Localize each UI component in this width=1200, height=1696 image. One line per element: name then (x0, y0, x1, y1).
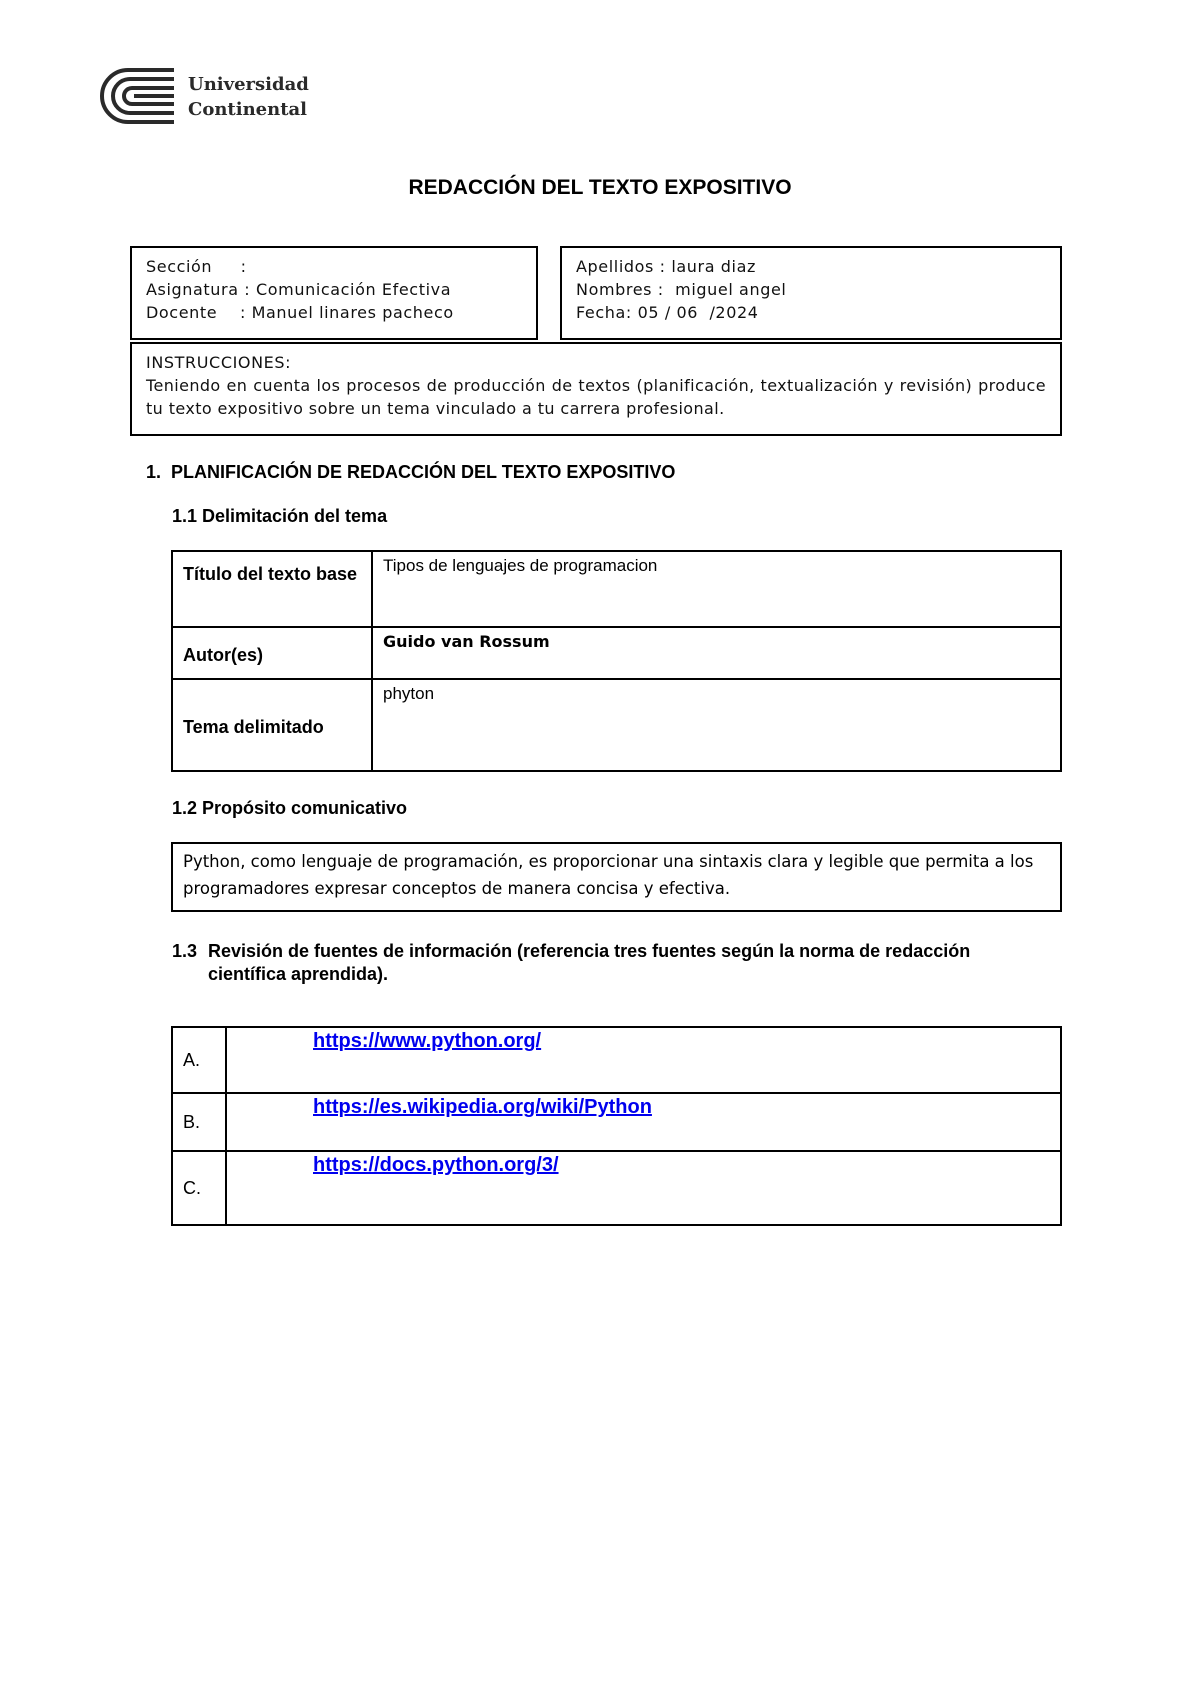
titulo-value[interactable]: Tipos de lenguajes de programacion (372, 551, 1061, 627)
subsection-1-3-line-2: científica aprendida). (208, 964, 389, 984)
subsection-1-3-line-1: Revisión de fuentes de información (referencia tres fuentes según la norma de redacción (208, 941, 971, 961)
autor-label-cell (172, 627, 372, 679)
section-1-number: 1. (146, 462, 162, 482)
source-link-wikipedia[interactable]: https://es.wikipedia.org/wiki/Python (313, 1096, 652, 1118)
tema-value[interactable]: phyton (372, 679, 1061, 771)
subsection-1-3-heading (172, 940, 1062, 986)
instructions-box (130, 342, 1062, 436)
instructions-heading: INSTRUCCIONES: (146, 353, 292, 372)
table-row (172, 627, 1061, 679)
table-row (172, 1027, 1061, 1093)
autor-label: Autor(es) (183, 644, 263, 665)
subsection-1-3-number: 1.3 (172, 941, 198, 961)
apellidos-line: Apellidos : laura diaz (576, 257, 756, 276)
source-cell (226, 1027, 1061, 1093)
logo-line-1: Universidad (188, 74, 309, 95)
titulo-label-cell (172, 551, 372, 627)
source-cell (226, 1151, 1061, 1225)
source-link-python-org[interactable]: https://www.python.org/ (313, 1030, 542, 1052)
logo-mark-icon (100, 66, 180, 126)
document-title: REDACCIÓN DEL TEXTO EXPOSITIVO (408, 176, 792, 199)
asignatura-line: Asignatura : Comunicación Efectiva (146, 280, 452, 299)
sources-table (171, 1026, 1062, 1226)
seccion-line: Sección : (146, 257, 247, 276)
purpose-box[interactable]: Python, como lenguaje de programación, es proporcionar una sintaxis clara y legible que permita a los programadores expresar conceptos de manera concisa y efectiva. (171, 842, 1062, 912)
university-logo (100, 66, 320, 130)
table-row (172, 679, 1061, 771)
logo-line-2: Continental (188, 99, 308, 120)
section-1-title: PLANIFICACIÓN DE REDACCIÓN DEL TEXTO EXPOSITIVO (171, 462, 676, 482)
table-row (172, 551, 1061, 627)
table-row (172, 1093, 1061, 1151)
fecha-line: Fecha: 05 / 06 /2024 (576, 303, 759, 322)
tema-table (171, 550, 1062, 772)
student-info-box (560, 246, 1062, 340)
tema-label-cell (172, 679, 372, 771)
docente-line: Docente : Manuel linares pacheco (146, 303, 454, 322)
subsection-1-1-heading: 1.1 Delimitación del tema (172, 506, 388, 526)
source-link-docs-python[interactable]: https://docs.python.org/3/ (313, 1154, 559, 1176)
section-1-heading (146, 462, 675, 483)
instructions-body: Teniendo en cuenta los procesos de producción de textos (planificación, textualización y revisión) produce tu texto expositivo sobre un tema vinculado a tu carrera profesional. (146, 376, 1046, 418)
source-letter: B. (172, 1093, 226, 1151)
subsection-1-2-heading: 1.2 Propósito comunicativo (172, 798, 408, 818)
nombres-line: Nombres : miguel angel (576, 280, 787, 299)
source-cell (226, 1093, 1061, 1151)
source-letter: A. (172, 1027, 226, 1093)
logo-text (188, 72, 309, 122)
autor-value[interactable]: Guido van Rossum (372, 627, 1061, 679)
course-info-box (130, 246, 538, 340)
tema-label: Tema delimitado (183, 716, 324, 737)
source-letter: C. (172, 1151, 226, 1225)
table-row (172, 1151, 1061, 1225)
titulo-label: Título del texto base (183, 564, 358, 584)
